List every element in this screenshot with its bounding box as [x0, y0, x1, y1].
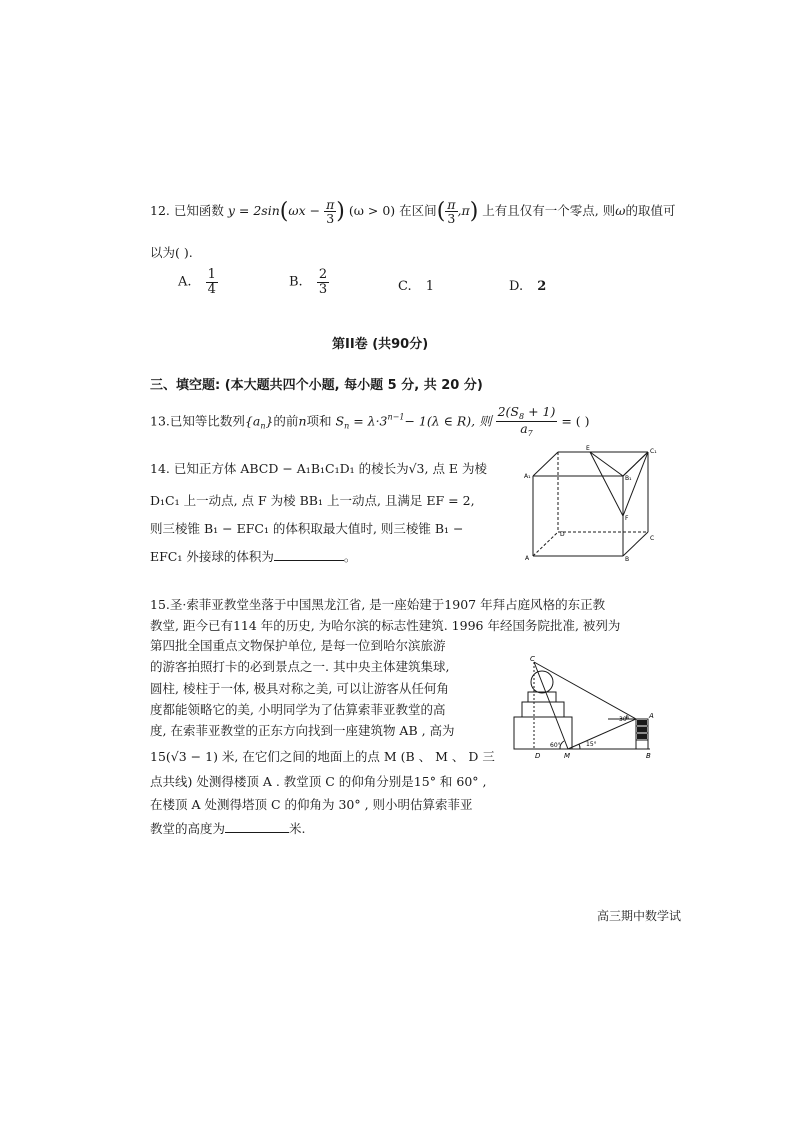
option-c: C. 1: [398, 279, 435, 294]
cube-figure: [518, 444, 660, 564]
angle-15: 15°: [586, 741, 597, 748]
label-a1: A₁: [524, 473, 531, 480]
question-15-line-3: 第四批全国重点文物保护单位, 是每一位到哈尔滨旅游: [150, 638, 446, 653]
question-15-line-1: 15.圣·索菲亚教堂坐落于中国黑龙江省, 是一座始建于1907 年拜占庭风格的东正教: [150, 597, 606, 612]
question-15-line-5: 圆柱, 棱柱于一体, 极具对称之美, 可以让游客从任何角: [150, 681, 449, 696]
question-number: 12.: [150, 203, 170, 219]
label-d: D: [535, 752, 541, 760]
label-c: C: [650, 535, 655, 542]
angle-60: 60°: [550, 742, 561, 749]
label-a: A: [525, 555, 530, 562]
label-b: B: [646, 752, 651, 760]
question-15-line-6: 度都能领略它的美, 小明同学为了估算索菲亚教堂的高: [150, 702, 446, 717]
question-15-line-9: 点共线) 处测得楼顶 A . 教堂顶 C 的仰角分别是15° 和 60° ,: [150, 774, 487, 789]
part-2-title: 第II卷 (共90分): [332, 337, 429, 352]
question-14-line-4: EFC₁ 外接球的体积为 。: [150, 549, 357, 564]
cathedral-figure: [508, 652, 658, 762]
page-footer: 高三期中数学试: [597, 909, 682, 923]
question-13: 13.已知等比数列$\{a_n\}$的前n项和 $S_n = \lambda\cdot 3^{n-1}- 1(\lambda$ ∈ R), 则 $\frac{2(S_8 + 1)}{a_7}$ = ( ): [150, 404, 590, 439]
question-14-line-1: 14. 已知正方体 ABCD − A₁B₁C₁D₁ 的棱长为√3, 点 E 为棱: [150, 461, 488, 476]
label-a: A: [649, 712, 654, 720]
question-15-line-2: 教堂, 距今已有114 年的历史, 为哈尔滨的标志性建筑. 1996 年经国务院批准, 被列为: [150, 618, 621, 633]
label-b1: B₁: [625, 475, 632, 482]
label-f: F: [625, 515, 629, 522]
question-14-line-3: 则三棱锥 B₁ − EFC₁ 的体积取最大值时, 则三棱锥 B₁ −: [150, 521, 464, 536]
label-b: B: [625, 556, 630, 563]
question-15-line-11: 教堂的高度为 米.: [150, 821, 306, 836]
angle-30: 30°: [619, 716, 630, 723]
section-3-title: 三、填空题: (本大题共四个小题, 每小题 5 分, 共 20 分): [150, 378, 483, 393]
question-15-line-10: 在楼顶 A 处测得塔顶 C 的仰角为 30° , 则小明估算索菲亚: [150, 797, 473, 812]
question-15-line-4: 的游客拍照打卡的必到景点之一. 其中央主体建筑集球,: [150, 659, 450, 674]
answer-blank: [274, 560, 344, 561]
answer-blank: [225, 832, 289, 833]
question-12-line-1: 12. 已知函数 y = 2sin(ωx − $\frac{\pi}{3}$ ) (ω > 0) 在区间( $\frac{\pi}{3}$ ,π) 上有且仅有一个零点, 则ω的取值可: [150, 197, 676, 227]
label-c: C: [530, 655, 535, 663]
option-d: D. 2: [509, 279, 547, 294]
label-d: D: [560, 531, 565, 538]
option-a: A. $\frac{1}{4}$: [178, 267, 216, 297]
question-15-line-7: 度, 在索菲亚教堂的正东方向找到一座建筑物 AB , 高为: [150, 723, 455, 738]
fraction-2s8-over-a7: $\frac{2(S_8 + 1)}{a_7}$: [497, 404, 556, 439]
label-e: E: [586, 445, 590, 452]
question-15-line-8: 15(√3 − 1) 米, 在它们之间的地面上的点 M (B 、 M 、 D 三: [150, 749, 495, 764]
question-14-line-2: D₁C₁ 上一动点, 点 F 为棱 BB₁ 上一动点, 且满足 EF = 2,: [150, 493, 475, 508]
question-12-line-2: 以为( ).: [150, 245, 193, 260]
option-b: B. $\frac{2}{3}$: [289, 267, 328, 297]
label-c1: C₁: [650, 448, 657, 455]
label-m: M: [564, 752, 571, 760]
pi-over-3: $\frac{\pi}{3}$: [326, 197, 335, 227]
